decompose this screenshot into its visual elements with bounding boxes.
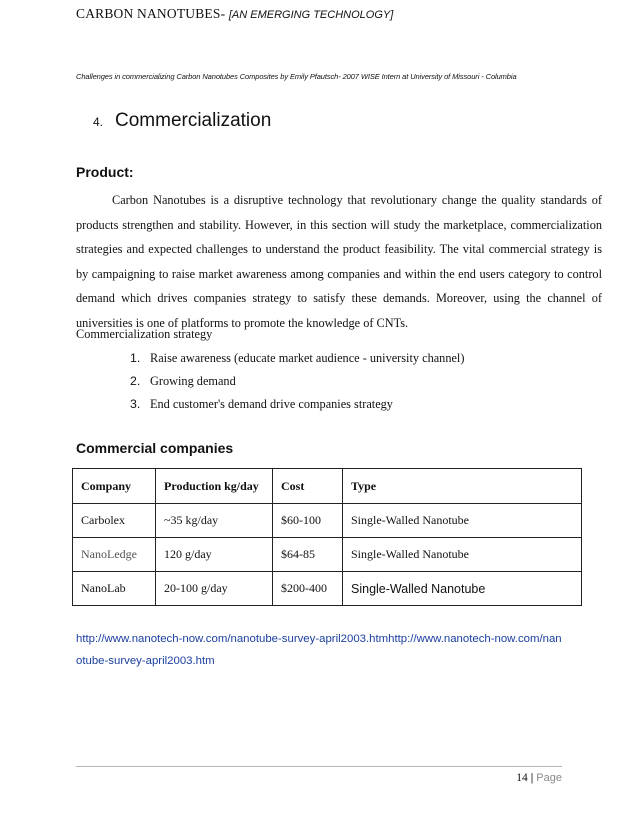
page-footer bbox=[516, 772, 562, 784]
strategy-list-item bbox=[130, 397, 393, 412]
strategy-label: Commercialization strategy bbox=[76, 327, 213, 341]
product-heading: Product: bbox=[76, 164, 134, 180]
section-title: Commercialization bbox=[115, 110, 272, 131]
list-number: 1. bbox=[130, 351, 141, 365]
table-cell: NanoLedge bbox=[73, 538, 156, 572]
table-header-row bbox=[73, 469, 582, 504]
table-cell: Single-Walled Nanotube bbox=[343, 538, 582, 572]
table-row bbox=[73, 538, 582, 572]
source-link[interactable]: http://www.nanotech-now.com/nanotube-survey-april2003.htmhttp://www.nanotech-now.com/nanotube-survey-april2003.htm bbox=[76, 633, 562, 667]
table-cell: Carbolex bbox=[73, 504, 156, 538]
section-number: 4. bbox=[93, 115, 104, 129]
list-number: 2. bbox=[130, 374, 141, 388]
strategy-list-item bbox=[130, 351, 464, 366]
table-cell: NanoLab bbox=[73, 572, 156, 606]
column-header: Cost bbox=[273, 469, 343, 504]
table-row bbox=[73, 504, 582, 538]
table-cell: ~35 kg/day bbox=[156, 504, 273, 538]
table-cell: Single-Walled Nanotube bbox=[343, 572, 582, 606]
table-cell: 20-100 g/day bbox=[156, 572, 273, 606]
page-label: Page bbox=[536, 772, 562, 784]
column-header: Type bbox=[343, 469, 582, 504]
column-header: Production kg/day bbox=[156, 469, 273, 504]
product-paragraph bbox=[76, 188, 602, 335]
document-subtitle: Challenges in commercializing Carbon Nanotubes Composites by Emily Pfautsch- 2007 WISE Intern at University of Missouri - Columbia bbox=[76, 72, 517, 81]
page-number: 14 bbox=[516, 772, 528, 784]
running-header bbox=[76, 6, 393, 22]
footer-divider bbox=[76, 766, 562, 767]
product-paragraph-text: Carbon Nanotubes is a disruptive technology that revolutionary change the quality standards of products strengthen and stability. However, in this section will study the marketplace, commercialization strategies and expected challenges to understand the product feasibility. The vital commercial strategy is by campaigning to raise market awareness among companies and within the end users category to control demand which drives companies strategy to satisfy these demands. Moreover, using the channel of universities is one of platforms to promote the knowledge of CNTs. bbox=[76, 193, 602, 330]
strategy-list-item bbox=[130, 374, 236, 389]
list-text: Growing demand bbox=[150, 374, 236, 388]
list-text: Raise awareness (educate market audience - university channel) bbox=[150, 351, 465, 365]
header-title: CARBON NANOTUBES- bbox=[76, 6, 226, 21]
column-header: Company bbox=[73, 469, 156, 504]
table-cell: $200-400 bbox=[273, 572, 343, 606]
table-cell: $64-85 bbox=[273, 538, 343, 572]
table-cell: $60-100 bbox=[273, 504, 343, 538]
list-number: 3. bbox=[130, 397, 141, 411]
footer-separator: | bbox=[530, 772, 534, 784]
companies-table bbox=[72, 468, 582, 606]
table-cell: Single-Walled Nanotube bbox=[343, 504, 582, 538]
table-cell: 120 g/day bbox=[156, 538, 273, 572]
companies-heading: Commercial companies bbox=[76, 440, 234, 456]
header-subtitle: [AN EMERGING TECHNOLOGY] bbox=[228, 9, 394, 21]
list-text: End customer's demand drive companies strategy bbox=[150, 397, 393, 411]
section-heading bbox=[93, 110, 271, 132]
table-row bbox=[73, 572, 582, 606]
